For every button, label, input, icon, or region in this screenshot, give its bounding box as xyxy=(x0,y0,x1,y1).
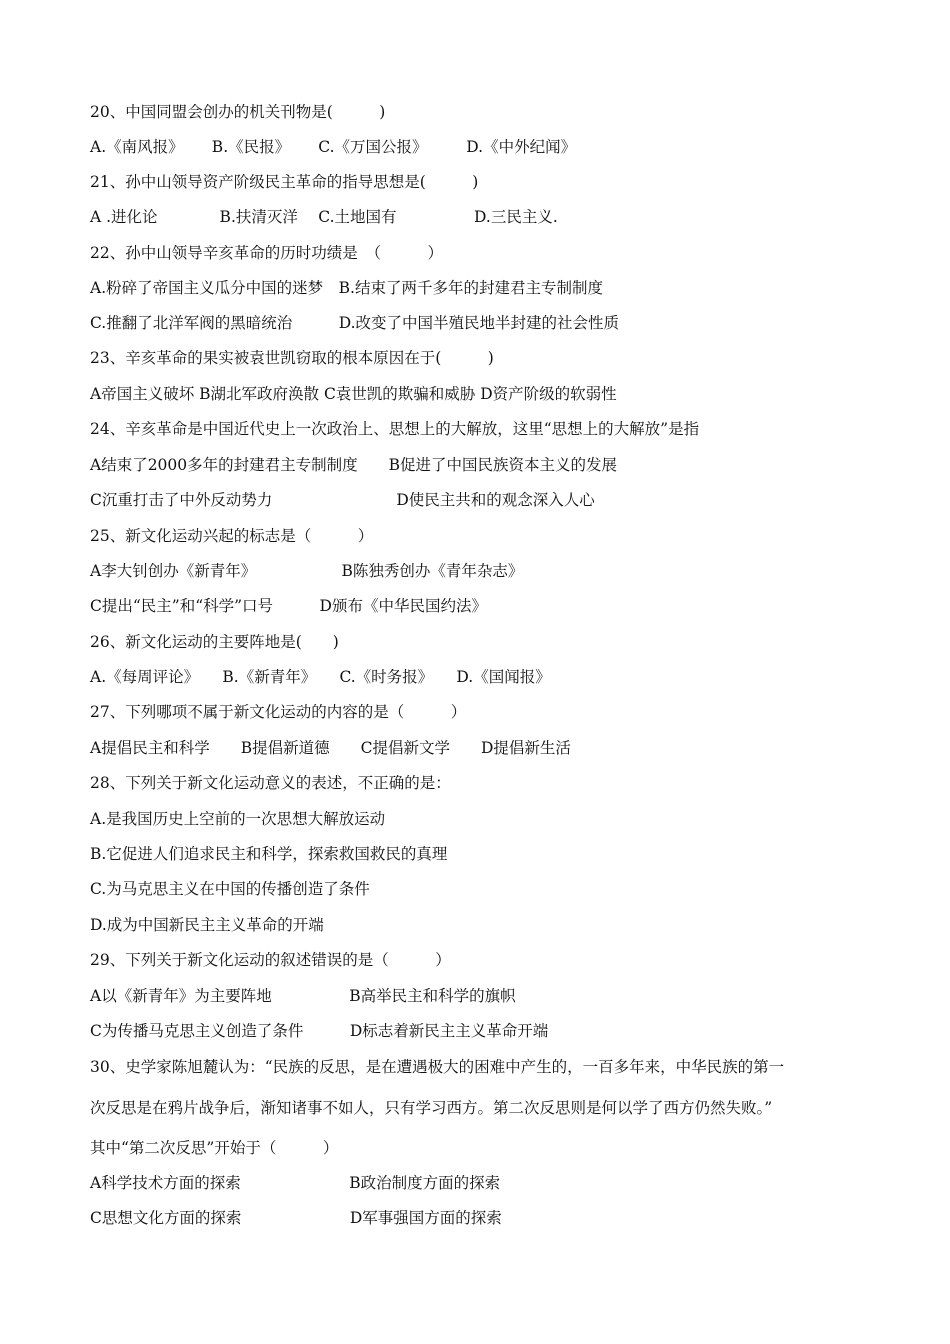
question-30-line-1: 30、史学家陈旭麓认为：“民族的反思，是在遭遇极大的困难中产生的，一百多年来，中华民族的第一 xyxy=(90,1058,785,1076)
question-25-options-cd: C提出“民主”和“科学”口号 D颁布《中华民国约法》 xyxy=(90,597,487,615)
question-28-option-a: A.是我国历史上空前的一次思想大解放运动 xyxy=(90,810,386,828)
question-30-line-2: 次反思是在鸦片战争后，渐知诸事不如人，只有学习西方。第二次反思则是何以学了西方仍然失败。” xyxy=(90,1099,773,1117)
question-28: 28、下列关于新文化运动意义的表述，不正确的是： xyxy=(90,774,451,792)
question-30-line-3: 其中“第二次反思”开始于（ ） xyxy=(90,1139,339,1157)
question-30-options-ab: A科学技术方面的探索 B政治制度方面的探索 xyxy=(90,1174,501,1192)
question-22-options-cd: C.推翻了北洋军阀的黑暗统治 D.改变了中国半殖民地半封建的社会性质 xyxy=(90,314,620,332)
question-28-option-b: B.它促进人们追求民主和科学，探索救国救民的真理 xyxy=(90,845,448,863)
question-22-options-ab: A.粉碎了帝国主义瓜分中国的迷梦 B.结束了两千多年的封建君主专制制度 xyxy=(90,279,603,297)
question-29: 29、下列关于新文化运动的叙述错误的是（ ） xyxy=(90,951,451,969)
question-25-options-ab: A李大钊创办《新青年》 B陈独秀创办《青年杂志》 xyxy=(90,562,524,580)
question-29-options-ab: A以《新青年》为主要阵地 B高举民主和科学的旗帜 xyxy=(90,987,516,1005)
question-28-option-d: D.成为中国新民主主义革命的开端 xyxy=(90,916,324,934)
question-21: 21、孙中山领导资产阶级民主革命的指导思想是( ) xyxy=(90,173,479,191)
question-26: 26、新文化运动的主要阵地是( ) xyxy=(90,633,339,651)
question-25: 25、新文化运动兴起的标志是（ ） xyxy=(90,527,374,545)
question-20-options: A.《南风报》 B.《民报》 C.《万国公报》 D.《中外纪闻》 xyxy=(90,138,577,156)
question-29-options-cd: C为传播马克思主义创造了条件 D标志着新民主主义革命开端 xyxy=(90,1022,549,1040)
question-28-option-c: C.为马克思主义在中国的传播创造了条件 xyxy=(90,880,370,898)
question-30-options-cd: C思想文化方面的探索 D军事强国方面的探索 xyxy=(90,1209,502,1227)
question-24-options-cd: C沉重打击了中外反动势力 D使民主共和的观念深入人心 xyxy=(90,491,595,509)
question-23-options: A帝国主义破坏 B湖北军政府涣散 C袁世凯的欺骗和威胁 D资产阶级的软弱性 xyxy=(90,385,617,403)
question-23: 23、辛亥革命的果实被袁世凯窃取的根本原因在于( ) xyxy=(90,349,494,367)
question-21-options: A .进化论 B.扶清灭洋 C.土地国有 D.三民主义. xyxy=(90,208,558,226)
question-22: 22、孙中山领导辛亥革命的历时功绩是 （ ） xyxy=(90,244,443,262)
question-26-options: A.《每周评论》 B.《新青年》 C.《时务报》 D.《国闻报》 xyxy=(90,668,551,686)
question-24-options-ab: A结束了2000多年的封建君主专制制度 B促进了中国民族资本主义的发展 xyxy=(90,456,618,474)
question-24: 24、辛亥革命是中国近代史上一次政治上、思想上的大解放，这里“思想上的大解放”是指 xyxy=(90,420,700,438)
question-27-options: A提倡民主和科学 B提倡新道德 C提倡新文学 D提倡新生活 xyxy=(90,739,571,757)
question-20: 20、中国同盟会创办的机关刊物是( ) xyxy=(90,103,386,121)
question-27: 27、下列哪项不属于新文化运动的内容的是（ ） xyxy=(90,703,467,721)
